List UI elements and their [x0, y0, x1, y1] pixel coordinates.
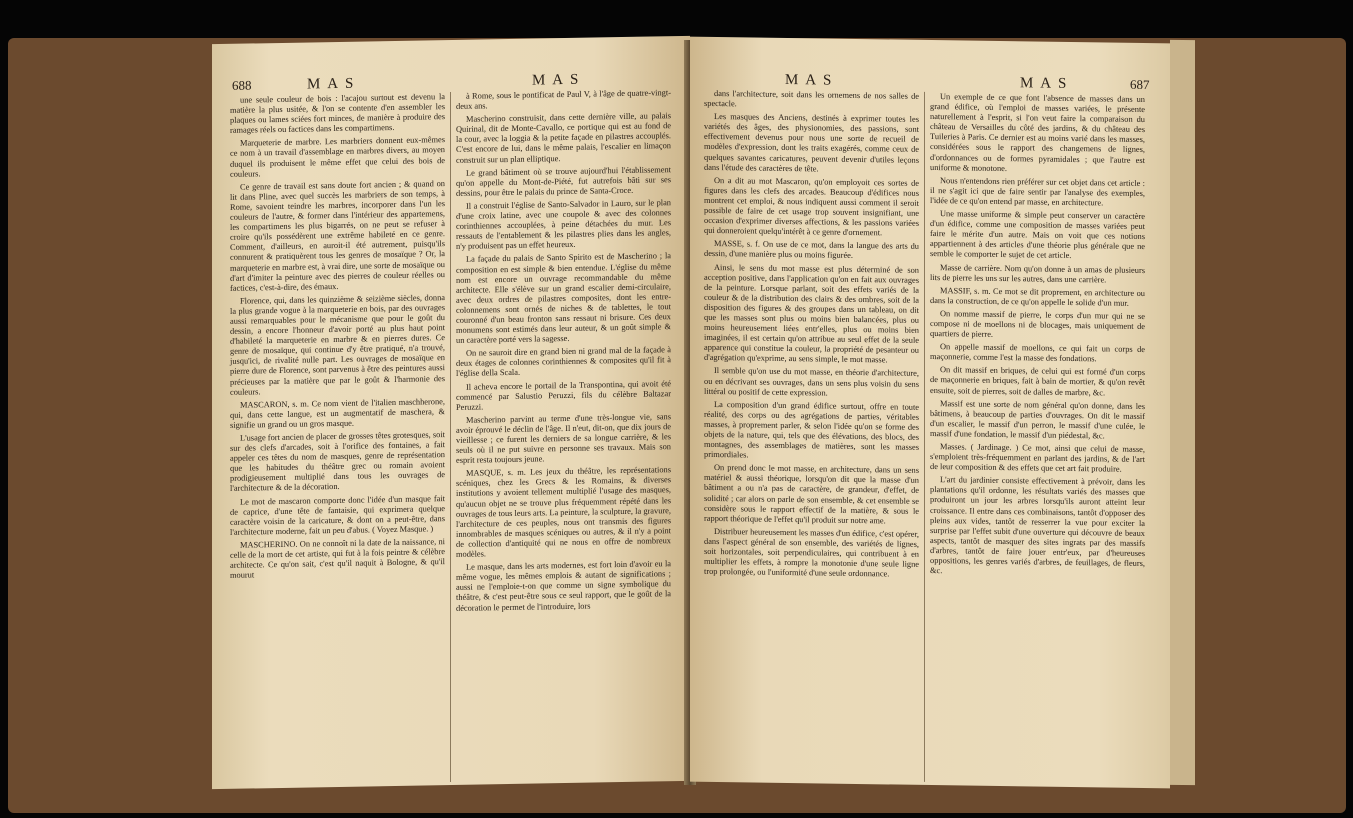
paragraph: à Rome, sous le pontificat de Paul V, à l'âge de quatre-vingt-deux ans. — [456, 88, 671, 112]
paragraph: une seule couleur de bois : l'acajou surtout est devenu la matière la plus usitée, & l'on se contente d'en assembler les plaques ou lames sciées fort minces, de manière à produire des ramages réels ou factices dans les compartimens. — [230, 92, 445, 136]
paragraph: La façade du palais de Santo Spirito est de Mascherino ; la composition en est simple & bien entendue. L'église du même nom est encore un ouvrage recommandable du même architecte. Elle s'élève sur un grand escalier demi-circulaire, avec deux ordres de pilastres composites, dont les entre-colonnemens sont ornés de niches & de tablettes, le tout couronné d'un beau fronton sans ressaut ni brisure. Ces deux monumens sont estimés dans leur auteur, & un goût simple & un caractère porté vers la sagesse. — [456, 251, 671, 346]
paragraph: Nous n'entendons rien préférer sur cet objet dans cet article : il ne s'agit ici que de faire sentir par l'analyse des exemples, l'idée de ce qu'on entend par masse, en architecture. — [930, 175, 1145, 208]
paragraph: Ainsi, le sens du mot masse est plus déterminé de son acception positive, dans l'application qu'on en fait aux ouvrages de la peinture. Lorsque parlant, soit des effets variés de la couleur & de la distribution des clairs & des ombres, soit de la disposition des figures & des groupes dans un tableau, on dit que les masses sont plus ou moins bien balancées, plus ou moins heureusement liées entr'elles, plus ou moins bien imaginées, il est certain qu'on attribue au seul effet de la seule apparence qui constitue la couleur, la propriété de pesanteur ou d'agrégation qu'exprime, au sens simple, le mot masse. — [704, 262, 919, 365]
paragraph: Un exemple de ce que font l'absence de masses dans un grand édifice, où l'emploi de masses variées, le présente naturellement à l'esprit, si l'on veut faire la comparaison du château de Versailles du côté des jardins, & du château des Tuileries à Paris. Ce dernier est au moins varié dans les masses, considérées sous le rapport des changemens de lignes, d'ordonnances ou de formes pyramidales ; que l'autre est uniforme & monotone. — [930, 92, 1145, 173]
paragraph: Le mot de mascaron comporte donc l'idée d'un masque fait de caprice, d'une tête de fantaisie, qui exprimera quelque caractère voisin de la caricature, & dont on a peut-être, dans l'architecture moderne, fait un peu d'abus. ( Voyez Masque. ) — [230, 493, 445, 537]
paragraph: Le masque, dans les arts modernes, est fort loin d'avoir eu la même vogue, les mêmes emplois & autant de significations ; aussi ne l'emploie-t-on que comme un signe symbolique du théâtre, & c'est peut-être sous ce seul rapport, que le goût de la décoration le permet de l'introduire, lors — [456, 559, 671, 613]
left-column-2 — [456, 88, 671, 616]
paragraph: Distribuer heureusement les masses d'un édifice, c'est opérer, dans l'aspect général de son ensemble, des variétés de lignes, soit horizontales, soit perpendiculaires, qui contribuent à en multiplier les effets, à rompre la monotonie d'une seule ligne trop prolongée, ou l'uniformité d'une seule ordonnance. — [704, 526, 919, 579]
paragraph: Il acheva encore le portail de la Transpontina, qui avoit été commencé par Salustio Peruzzi, fils du célèbre Baltazar Peruzzi. — [456, 378, 671, 412]
paragraph: Une masse uniforme & simple peut conserver un caractère d'un édifice, comme une composition de masses variées peut faire le mérite d'un autre. Mais on voit que ces notions appartiennent à des articles d'une théorie plus générale que ne semble le comporter le sujet de cet article. — [930, 209, 1145, 261]
right-page — [690, 37, 1170, 789]
running-head-left-b: M A S — [532, 71, 581, 89]
right-column-1 — [704, 89, 919, 583]
paragraph: Il a construit l'église de Santo-Salvador in Lauro, sur le plan d'une croix latine, avec une coupole & avec des colonnes corinthiennes accouplées, à peine détachées du mur. Les ressauts de l'entablement & les pilastres plies dans les angles, n'y produisent pas un effet heureux. — [456, 198, 671, 252]
column-rule — [924, 92, 925, 782]
column-rule — [450, 92, 451, 782]
running-head-left-a: M A S — [307, 75, 356, 93]
paragraph: Masse de carrière. Nom qu'on donne à un amas de plusieurs lits de pierre les uns sur les autres, dans une carrière. — [930, 262, 1145, 285]
paragraph: MASCARON, s. m. Ce nom vient de l'italien maschherone, qui, dans cette langue, est un augmentatif de maschera, & signifie un grand ou un gros masque. — [230, 396, 445, 430]
paragraph: L'usage fort ancien de placer de grosses têtes grotesques, soit sur des clefs d'arcades, soit à l'orifice des fontaines, a fait appeler ces têtes du nom de masques, genre de représentation que les habitudes du théâtre grec ou romain avoient prodigieusement multiplié dans tous les ouvrages de l'architecture & de la décoration. — [230, 430, 445, 494]
paragraph: On ne sauroit dire en grand bien ni grand mal de la façade à deux étages de colonnes corinthiennes & composites qu'il fit à l'église della Scala. — [456, 345, 671, 379]
page-number-right: 687 — [1130, 76, 1150, 93]
paragraph: Mascherino parvint au terme d'une très-longue vie, sans avoir éprouvé le déclin de l'âge. Il n'eut, dit-on, que dix jours de vieillesse ; ce furent les derniers de sa longue carrière, & les seuls où il ne put suivre en personne ses travaux. Mais son esprit resta toujours jeune. — [456, 411, 671, 466]
paragraph: Masses. ( Jardinage. ) Ce mot, ainsi que celui de masse, s'emploient très-fréquemment en parlant des jardins, & de l'art de leur composition & des effets que cet art fait produire. — [930, 442, 1145, 474]
running-head-right-a: M A S — [785, 71, 834, 89]
paragraph: On prend donc le mot masse, en architecture, dans un sens matériel & aussi théorique, lorsqu'on dit que la masse d'un bâtiment a ou n'a pas de caractère, de grandeur, d'effet, de solidité ; car alors on parle de son ensemble, & cet ensemble se considère sous le rapport effectif de la matière, & sous le rapport théorique de l'effet qu'il produit sur notre ame. — [704, 463, 919, 526]
paragraph: MASQUE, s. m. Les jeux du théâtre, les représentations scéniques, chez les Grecs & les Romains, & diverses institutions y avoient tellement multiplié l'usage des masques, qu'aucun objet ne se trouve plus fréquemment répété dans les ouvrages de tous leurs arts. La peinture, la sculpture, la gravure, l'architecture de ces peuples, nous ont transmis des figures innombrables de masques scéniques ou autres, & il n'y a point de collection d'antiquité qui ne nous en offre de nombreux modèles. — [456, 465, 671, 559]
paragraph: MASSIF, s. m. Ce mot se dit proprement, en architecture ou dans la construction, de ce qu'on appelle le solide d'un mur. — [930, 285, 1145, 308]
paragraph: L'art du jardinier consiste effectivement à prévoir, dans les plantations qu'il ordonne, les résultats variés des masses que produiront un jour les arbres lorsqu'ils auront atteint leur croissance. Il entre dans ces combinaisons, tantôt d'opposer des pleins aux vides, tantôt de resserrer la vue pour exciter la surprise par l'effet subit d'une ouverture qui découvre de beaux aspects, tantôt de masquer des sites ingrats par des massifs d'arbres, tantôt de faire jouer entr'eux, par d'heureuses oppositions, les genres variés d'arbres, de feuillages, de fleurs, &c. — [930, 475, 1145, 576]
paragraph: On dit massif en briques, de celui qui est formé d'un corps de maçonnerie en briques, fait à bain de mortier, & qu'on revêt ensuite, soit de pierres, soit de dalles de marbre, &c. — [930, 365, 1145, 397]
paragraph: On a dit au mot Mascaron, qu'on employoit ces sortes de figures dans les clefs des arcades. Beaucoup d'édifices nous montrent cet emploi, & nous indiquent aussi comment il seroit possible de faire de cet usage trop souvent insignifiant, une occasion d'exprimer diverses affections, & les passions variées qui donneroient quelqu'intérêt à ce genre d'ornement. — [704, 175, 919, 238]
paragraph: Mascherino construisit, dans cette dernière ville, au palais Quirinal, dit de Monte-Cavallo, ce portique qui est au fond de la cour, avec la loggia & la petite façade en pilastres accouplés. C'est encore de lui, dans le même palais, l'escalier en limaçon construit sur un plan elliptique. — [456, 111, 671, 165]
paragraph: On nomme massif de pierre, le corps d'un mur qui ne se compose ni de moellons ni de blocages, mais uniquement de quartiers de pierre. — [930, 309, 1145, 339]
page-edges — [1170, 40, 1195, 785]
paragraph: Florence, qui, dans les quinzième & seizième siècles, donna la plus grande vogue à la marqueterie en bois, par des ouvrages aussi remarquables pour le mécanisme que pour le goût du dessin, a encore l'honneur d'avoir porté au plus haut point d'habileté la marqueterie en marbre & en pierres dures. Ce genre de mosaïque, qui continue d'y être pratiqué, n'a trouvé, jusqu'ici, de rivalité nulle part. Les ouvrages de mosaïque en pierre dure de Florence, sont parvenus à être des peintures aussi précieuses par la matière que par le goût & l'harmonie des couleurs. — [230, 292, 445, 397]
paragraph: On appelle massif de moellons, ce qui fait un corps de maçonnerie, comme l'est la masse des fondations. — [930, 342, 1145, 364]
running-head-right-b: M A S — [1020, 75, 1069, 92]
paragraph: MASSE, s. f. On use de ce mot, dans la langue des arts du dessin, d'une manière plus ou moins figurée. — [704, 239, 919, 261]
paragraph: La composition d'un grand édifice surtout, offre en toute réalité, des corps ou des agrégations de parties, véritables masses, à proprement parler, & selon l'idée qu'on se forme des objets de la nature, qui, tels que des élévations, des blocs, des montagnes, des assemblages de matières, sont les masses primordiales. — [704, 399, 919, 460]
left-page — [212, 36, 690, 789]
left-column-1 — [230, 92, 445, 584]
paragraph: dans l'architecture, soit dans les ornemens de nos salles de spectacle. — [704, 88, 919, 109]
paragraph: Il semble qu'on use du mot masse, en théorie d'architecture, ou en décrivant ses ouvrages, dans un sens plus voisin du sens littéral ou positif de cette expression. — [704, 366, 919, 398]
page-number-left: 688 — [232, 77, 252, 93]
paragraph: Massif est une sorte de nom général qu'on donne, dans les bâtimens, à beaucoup de parties d'ouvrages. On dit le massif d'un escalier, le massif d'un perron, le massif d'une culée, le massif d'une fondation, le massif d'un piédestal, &c. — [930, 398, 1145, 441]
paragraph: Marqueterie de marbre. Les marbriers donnent eux-mêmes ce nom à un travail d'assemblage en marbres divers, au moyen duquel ils produisent le même effet que celui des bois de couleurs. — [230, 135, 445, 179]
paragraph: Les masques des Anciens, destinés à exprimer toutes les variétés des âges, des physionomies, des passions, sont effectivement devenus pour nous une sorte de recueil de modèles d'expression, dont les traits exagérés, comme ceux de quelques savantes caricatures, peuvent devenir d'utiles leçons dans l'étude des caractères de tête. — [704, 112, 919, 174]
paragraph: MASCHERINO. On ne connoît ni la date de la naissance, ni celle de la mort de cet artiste, qui fut à la fois peintre & célèbre architecte. Ce qu'on sait, c'est qu'il naquit à Bologne, & qu'il mourut — [230, 537, 445, 581]
right-column-2 — [930, 92, 1145, 582]
paragraph: Le grand bâtiment où se trouve aujourd'hui l'établissement qu'on appelle du Mont-de-Piété, fut autrefois bâti sur ses dessins, pour être le palais du prince de Santa-Croce. — [456, 164, 671, 198]
paragraph: Ce genre de travail est sans doute fort ancien ; & quand on lit dans Pline, avec quel succès les marbriers de son temps, à Rome, savoient teindre les marbres, incorporer dans l'un les couleurs de l'autre, & former dans l'intérieur des appartemens, les compartimens les plus bigarrés, on ne peut se refuser à croire qu'ils possédèrent une extrême habileté en ce genre. Comment, d'ailleurs, en auroit-il été autrement, puisqu'ils connurent & pratiquèrent tous les genres de mosaïque ? Or, la marqueterie en marbre est, à vrai dire, une sorte de mosaïque ou d'art d'imiter la peinture avec des pierres de couleur réelles ou factices, c'est-à-dire, des émaux. — [230, 178, 445, 293]
